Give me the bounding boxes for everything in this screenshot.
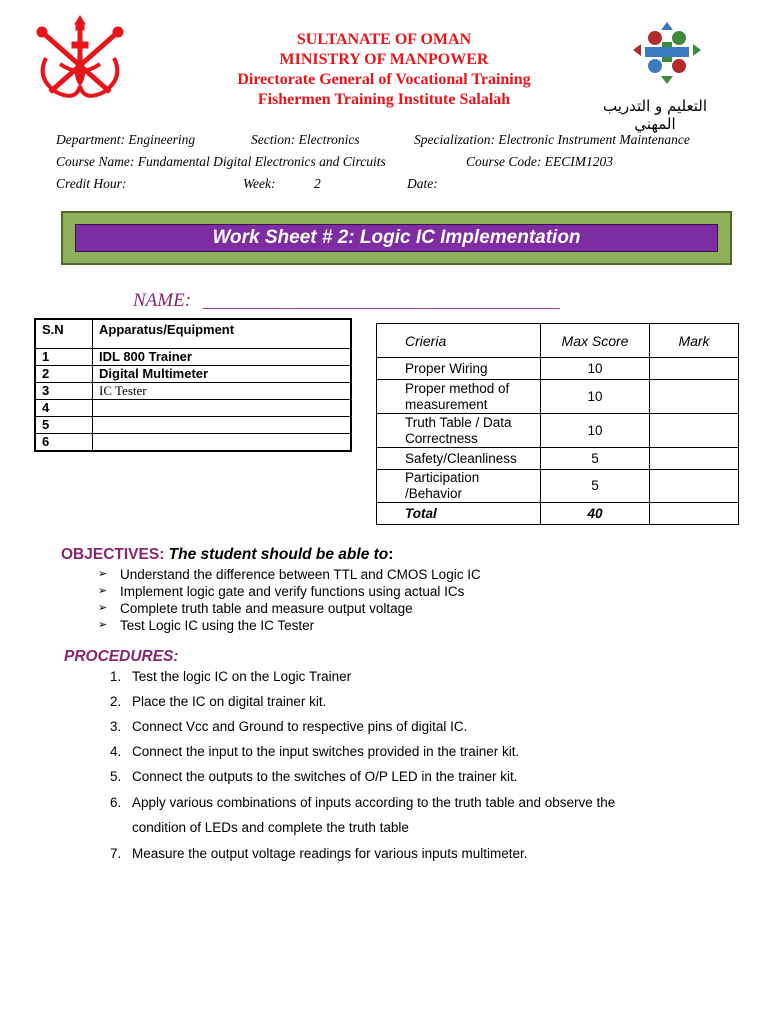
mark-cell[interactable]	[650, 380, 739, 414]
criteria-header: Crieria	[377, 324, 541, 358]
step-number: 4.	[110, 744, 122, 759]
score-cell: 5	[541, 448, 650, 470]
table-row	[377, 358, 739, 380]
step-number: 3.	[110, 719, 122, 734]
arrow-bullet-icon: ➢	[98, 602, 108, 614]
apparatus-cell: IC Tester	[93, 383, 352, 400]
mark-cell[interactable]	[650, 358, 739, 380]
list-item	[98, 583, 465, 600]
mark-cell[interactable]	[650, 448, 739, 470]
mark-cell[interactable]	[650, 414, 739, 448]
objectives-heading: OBJECTIVES:	[61, 546, 165, 563]
mark-header: Mark	[650, 324, 739, 358]
criteria-cell: Proper method of measurement	[377, 380, 541, 414]
step-text: Connect Vcc and Ground to respective pins of digital IC.	[132, 719, 468, 734]
list-item	[110, 794, 615, 812]
course-code-info: Course Code: EECIM1203	[466, 154, 613, 169]
step-number: 1.	[110, 669, 122, 684]
sn-cell: 4	[35, 400, 93, 417]
arabic-tagline: التعليم و التدريب المهني	[602, 97, 708, 133]
table-row	[377, 448, 739, 470]
score-cell: 10	[541, 414, 650, 448]
arrow-bullet-icon: ➢	[98, 619, 108, 631]
apparatus-cell	[93, 434, 352, 452]
objective-text: Understand the difference between TTL and CMOS Logic IC	[120, 567, 481, 582]
step-number: 7.	[110, 846, 122, 861]
step-text: Measure the output voltage readings for various inputs multimeter.	[132, 846, 528, 861]
table-row	[35, 383, 351, 400]
header-line-directorate: Directorate General of Vocational Training	[237, 71, 531, 88]
mark-cell[interactable]	[650, 470, 739, 503]
apparatus-cell	[93, 417, 352, 434]
max-score-header: Max Score	[541, 324, 650, 358]
table-row	[377, 414, 739, 448]
criteria-cell: Truth Table / Data Correctness	[377, 414, 541, 448]
name-input-line[interactable]: __________________________________________	[203, 292, 560, 311]
worksheet-banner	[61, 211, 732, 265]
list-item-continuation	[132, 819, 409, 837]
list-item	[98, 566, 481, 583]
apparatus-cell	[93, 400, 352, 417]
step-text: Apply various combinations of inputs according to the truth table and observe the	[132, 795, 616, 810]
list-item	[110, 768, 517, 786]
header-line-institute: Fishermen Training Institute Salalah	[257, 91, 511, 108]
criteria-cell: Safety/Cleanliness	[377, 448, 541, 470]
criteria-cell: Proper Wiring	[377, 358, 541, 380]
week-value: 2	[314, 176, 321, 191]
sn-cell: 2	[35, 366, 93, 383]
procedures-heading: PROCEDURES:	[64, 648, 179, 665]
table-row	[35, 400, 351, 417]
sn-cell: 3	[35, 383, 93, 400]
list-item	[98, 600, 413, 617]
score-cell: 10	[541, 358, 650, 380]
step-text: Connect the input to the input switches provided in the trainer kit.	[132, 744, 520, 759]
criteria-cell: Participation /Behavior	[377, 470, 541, 503]
list-item	[110, 743, 519, 761]
sn-header: S.N	[35, 319, 93, 349]
total-mark-cell[interactable]	[650, 503, 739, 525]
score-cell: 5	[541, 470, 650, 503]
header-line-country: SULTANATE OF OMAN	[296, 31, 472, 48]
table-row	[377, 380, 739, 414]
list-item	[98, 617, 315, 634]
objective-text: Test Logic IC using the IC Tester	[120, 618, 315, 633]
week-label: Week:	[243, 176, 276, 191]
list-item	[110, 718, 467, 736]
objectives-heading-line	[61, 546, 393, 564]
step-number: 2.	[110, 694, 122, 709]
apparatus-header-row	[35, 319, 351, 349]
table-row	[35, 366, 351, 383]
date-label: Date:	[407, 176, 438, 191]
criteria-header-row	[377, 324, 739, 358]
arrow-bullet-icon: ➢	[98, 568, 108, 580]
table-row	[377, 470, 739, 503]
total-row	[377, 503, 739, 525]
objective-text: Implement logic gate and verify functions using actual ICs	[120, 584, 465, 599]
apparatus-cell: Digital Multimeter	[93, 366, 352, 383]
list-item	[110, 693, 326, 711]
course-name-info: Course Name: Fundamental Digital Electronics and Circuits	[56, 154, 386, 169]
section-info: Section: Electronics	[251, 132, 360, 147]
specialization-info: Specialization: Electronic Instrument Maintenance	[414, 132, 690, 147]
vocational-training-logo-icon	[625, 20, 709, 90]
table-row	[35, 349, 351, 366]
sn-cell: 5	[35, 417, 93, 434]
apparatus-cell: IDL 800 Trainer	[93, 349, 352, 366]
step-text: Connect the outputs to the switches of O/P LED in the trainer kit.	[132, 769, 518, 784]
criteria-table	[376, 323, 739, 525]
worksheet-title: Work Sheet # 2: Logic IC Implementation	[75, 224, 718, 252]
step-number: 5.	[110, 769, 122, 784]
step-text: Place the IC on digital trainer kit.	[132, 694, 327, 709]
table-row	[35, 417, 351, 434]
sn-cell: 1	[35, 349, 93, 366]
objectives-subheading: The student should be able to	[168, 546, 389, 563]
apparatus-header: Apparatus/Equipment	[93, 319, 352, 349]
list-item	[110, 668, 351, 686]
apparatus-table	[34, 318, 352, 452]
score-cell: 10	[541, 380, 650, 414]
total-value: 40	[541, 503, 650, 525]
name-label: NAME:	[133, 290, 192, 311]
credit-hour-info: Credit Hour:	[56, 176, 127, 191]
objective-text: Complete truth table and measure output voltage	[120, 601, 413, 616]
step-number: 6.	[110, 795, 122, 810]
header-line-ministry: MINISTRY OF MANPOWER	[279, 51, 489, 68]
sn-cell: 6	[35, 434, 93, 452]
table-row	[35, 434, 351, 452]
list-item	[110, 845, 527, 863]
total-label: Total	[377, 503, 541, 525]
department-info: Department: Engineering	[56, 132, 196, 147]
arrow-bullet-icon: ➢	[98, 585, 108, 597]
step-text: Test the logic IC on the Logic Trainer	[132, 669, 352, 684]
objectives-colon: :	[388, 546, 394, 563]
step-text: condition of LEDs and complete the truth table	[132, 820, 409, 835]
